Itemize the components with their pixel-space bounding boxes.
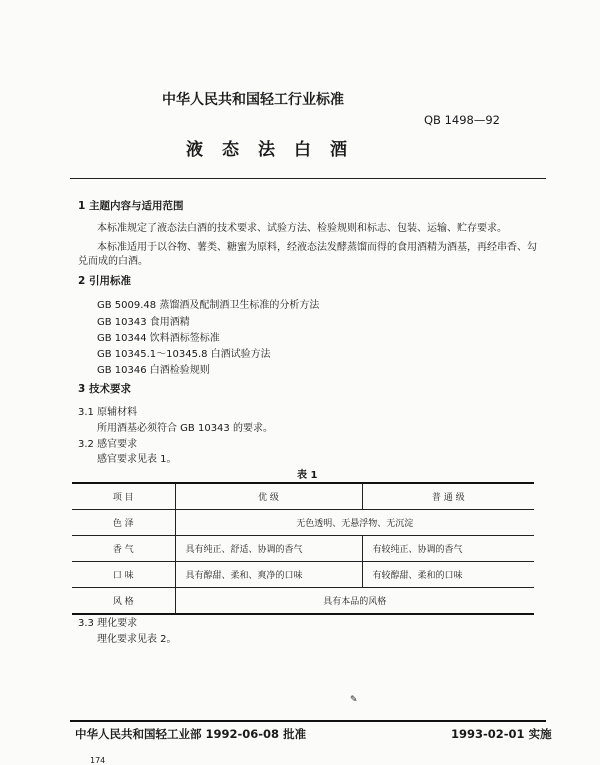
document-title: 液态法白酒 [186, 140, 366, 160]
row-item-aroma: 香 气 [72, 536, 175, 562]
table-row [72, 588, 534, 615]
reference-item: GB 10345.1～10345.8 白酒试验方法 [97, 349, 271, 360]
section-3-3-text: 理化要求见表 2。 [97, 634, 177, 645]
header-cell-normal: 普 通 级 [362, 483, 534, 510]
standard-category: 中华人民共和国轻工行业标准 [162, 92, 344, 108]
section-3-title: 3 技术要求 [78, 383, 131, 395]
section-1-paragraph-2-cont: 兑而成的白酒。 [78, 256, 148, 267]
table-row [72, 562, 534, 588]
header-cell-item: 项 目 [72, 483, 175, 510]
section-1-paragraph-1: 本标准规定了液态法白酒的技术要求、试验方法、检验规则和标志、包装、运输、贮存要求。 [97, 223, 507, 234]
table-header-row [72, 483, 534, 510]
table-row [72, 510, 534, 536]
header-cell-excellent: 优 级 [175, 483, 362, 510]
sensory-requirements-table [72, 482, 534, 615]
section-2-title: 2 引用标准 [78, 275, 131, 287]
reference-item: GB 10346 白酒检验规则 [97, 365, 210, 376]
row-item-taste: 口 味 [72, 562, 175, 588]
reference-item: GB 10344 饮料酒标签标准 [97, 333, 220, 344]
standard-code: QB 1498—92 [424, 113, 500, 127]
row-aroma-excellent: 具有纯正、舒适、协调的香气 [175, 536, 362, 562]
reference-item: GB 5009.48 蒸馏酒及配制酒卫生标准的分析方法 [97, 300, 320, 311]
header-rule [70, 178, 546, 179]
section-1-paragraph-2: 本标准适用于以谷物、薯类、糖蜜为原料，经液态法发酵蒸馏而得的食用酒精为酒基，再经串香、勾 [97, 242, 537, 253]
table-1-caption: 表 1 [297, 470, 318, 481]
section-3-1-title: 3.1 原辅材料 [78, 407, 138, 418]
section-1-title: 1 主题内容与适用范围 [78, 200, 184, 212]
reference-item: GB 10343 食用酒精 [97, 317, 190, 328]
implementation-date: 1993-02-01 实施 [451, 727, 552, 741]
row-taste-excellent: 具有醇甜、柔和、爽净的口味 [175, 562, 362, 588]
row-item-style: 风 格 [72, 588, 175, 615]
row-taste-normal: 有较醇甜、柔和的口味 [362, 562, 534, 588]
section-3-2-title: 3.2 感官要求 [78, 439, 138, 450]
approval-line: 中华人民共和国轻工业部 1992-06-08 批准 [75, 727, 307, 741]
row-value-style: 具有本品的风格 [175, 588, 534, 615]
footer-rule [70, 720, 546, 722]
page-number: 174 [90, 756, 106, 765]
row-value-color: 无色透明、无悬浮物、无沉淀 [175, 510, 534, 536]
section-3-3-title: 3.3 理化要求 [78, 618, 138, 629]
table-row [72, 536, 534, 562]
row-item-color: 色 泽 [72, 510, 175, 536]
ink-mark-icon: ✎ [350, 695, 358, 705]
section-3-2-text: 感官要求见表 1。 [97, 454, 177, 465]
section-3-1-text: 所用酒基必须符合 GB 10343 的要求。 [97, 423, 273, 434]
row-aroma-normal: 有较纯正、协调的香气 [362, 536, 534, 562]
